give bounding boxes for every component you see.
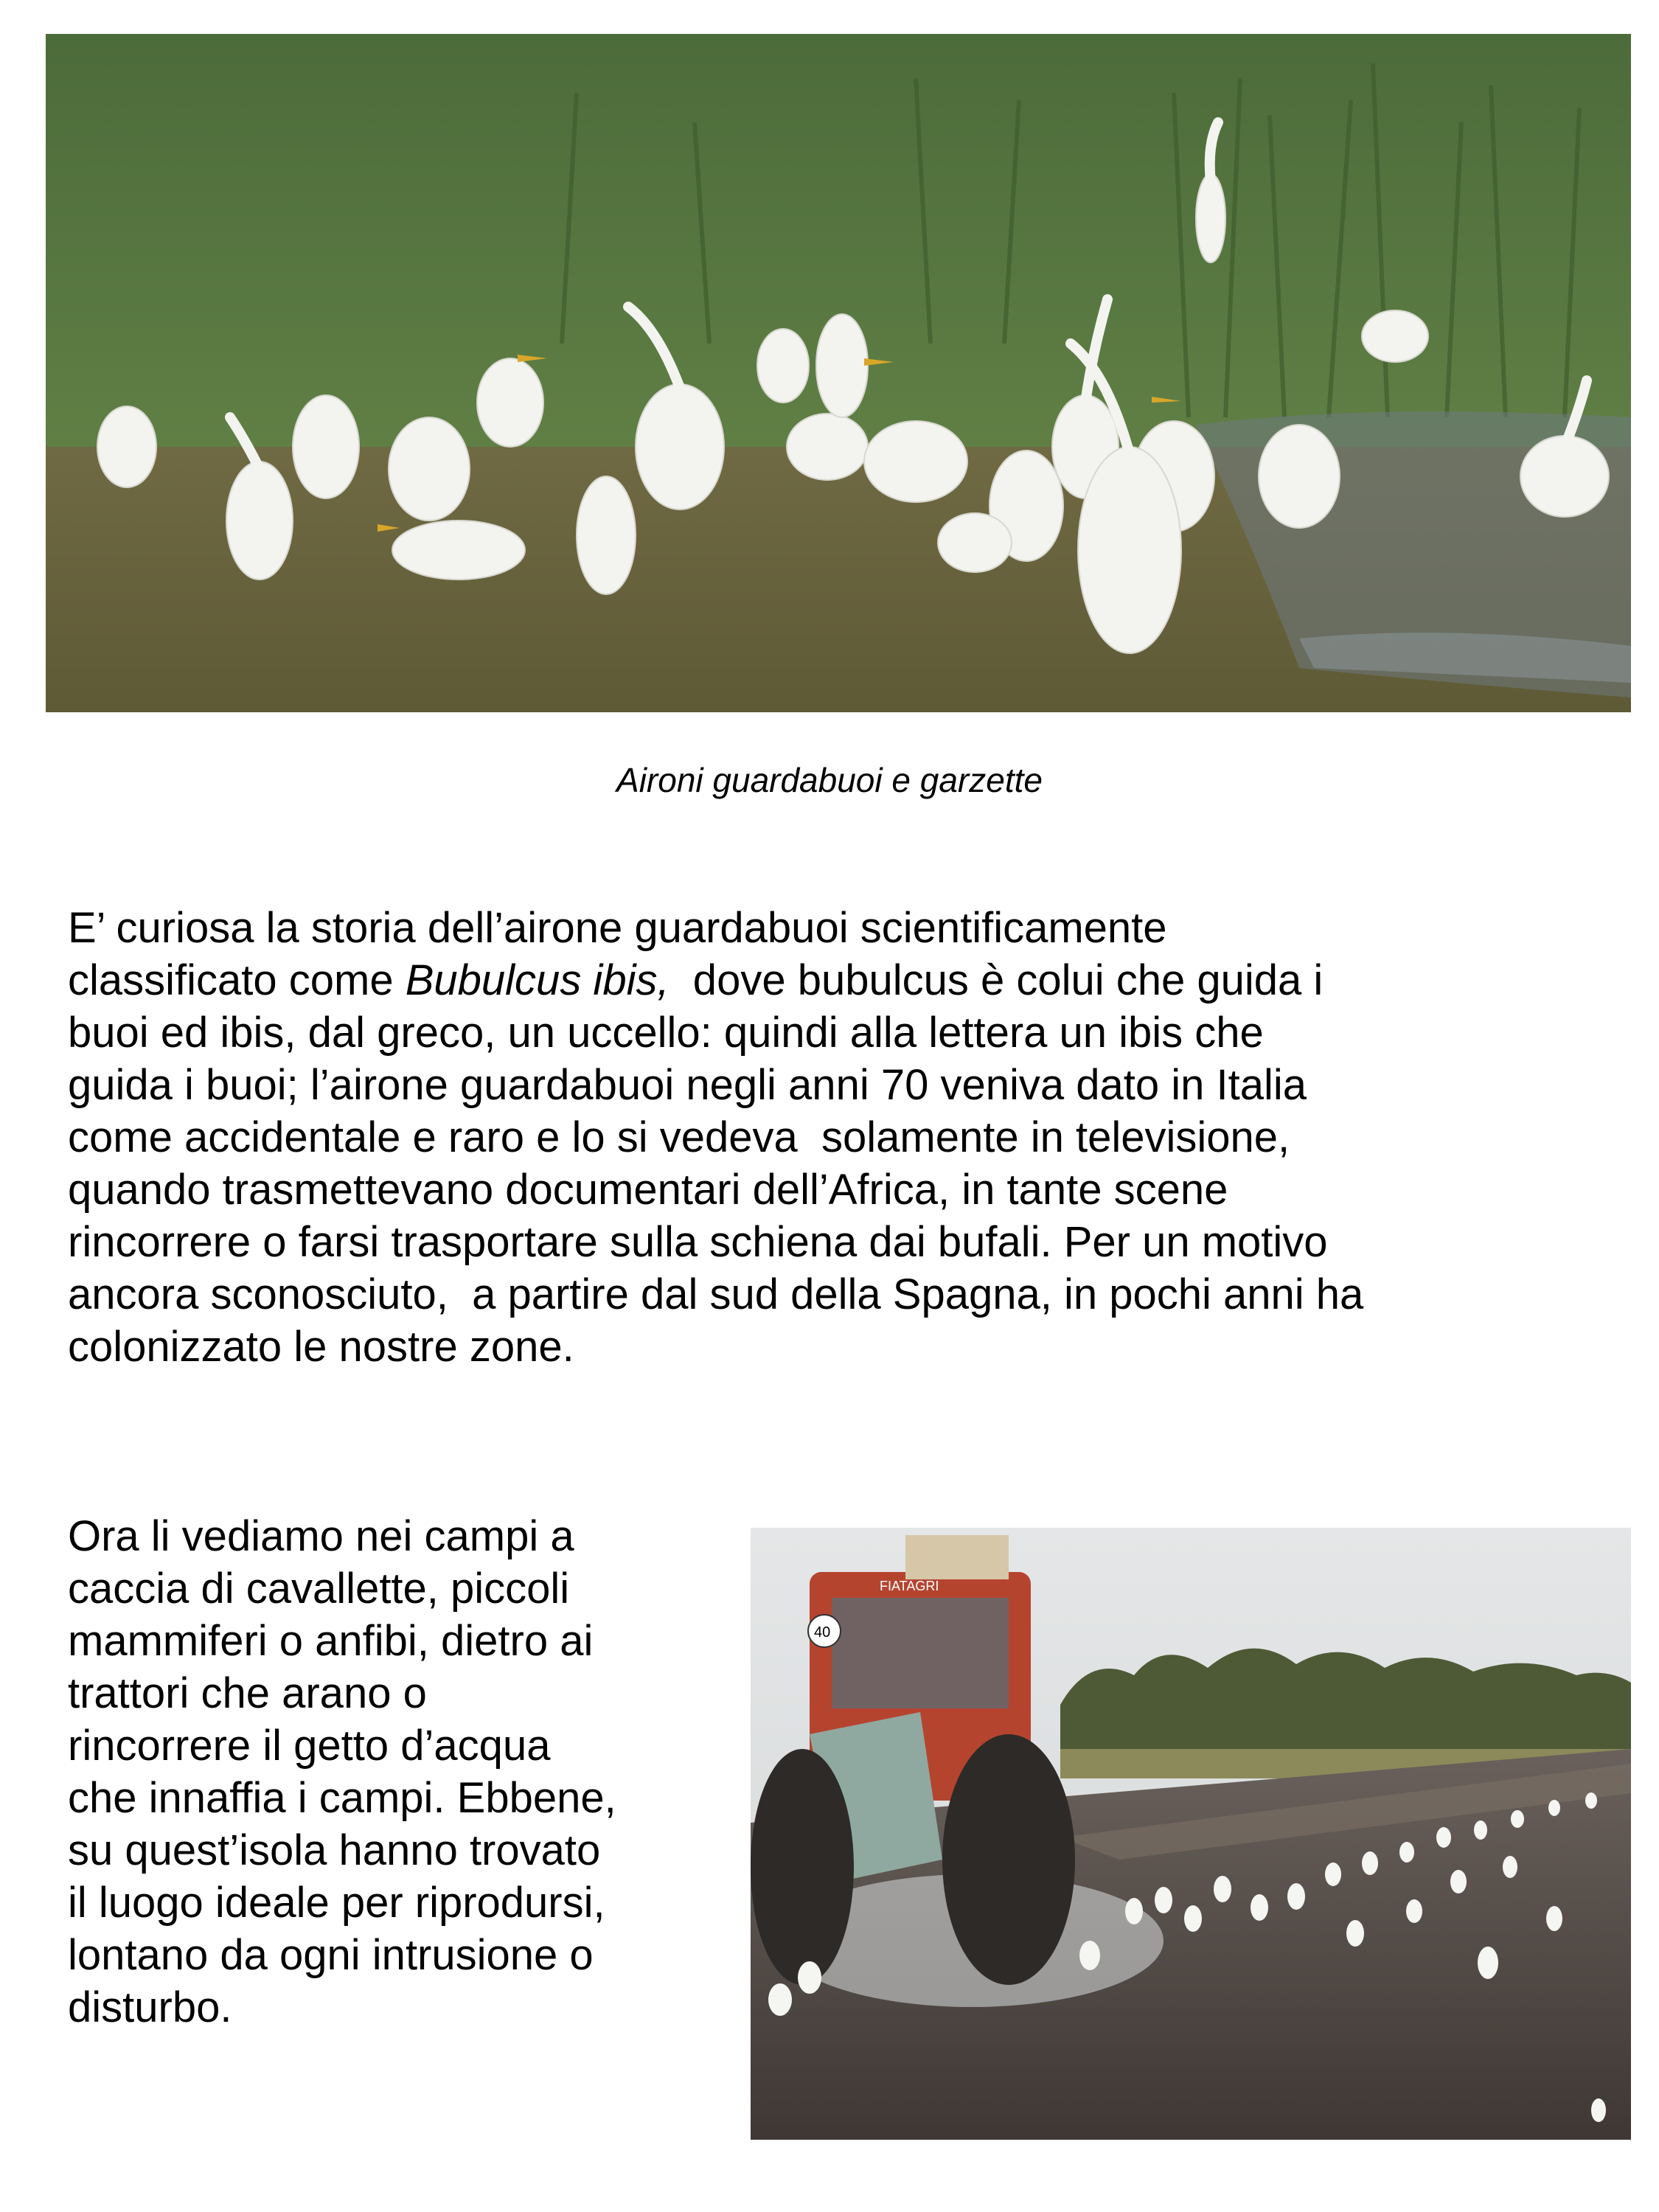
text-line: Ora li vediamo nei campi a [68,1512,574,1560]
tractor-illustration [751,1528,1631,2140]
text-line: buoi ed ibis, dal greco, un uccello: quindi alla lettera un ibis che [68,1009,1264,1057]
text-line: trattori che arano o [68,1669,427,1717]
photo-caption: Aironi guardabuoi e garzette [616,761,1043,799]
tractor-plate: 40 [814,1624,831,1641]
text-line: che innaffia i campi. Ebbene, [68,1774,616,1822]
tractor-brand-label: FIATAGRI [880,1579,939,1593]
text-line: ancora sconosciuto, a partire dal sud della Spagna, in pochi anni ha [68,1270,1364,1318]
paragraph-side [68,1510,731,2034]
text-line: rincorrere o farsi trasportare sulla schiena dai bufali. Per un motivo [68,1218,1328,1266]
text-line: mammiferi o anfibi, dietro ai [68,1617,594,1665]
text-line: lontano da ogni intrusione o [68,1931,594,1979]
egrets-illustration [46,34,1631,712]
photo-egrets [46,34,1631,712]
text-line: quando trasmettevano documentari dell’Africa, in tante scene [68,1166,1228,1214]
text-line: su quest’isola hanno trovato [68,1826,601,1874]
text-line: il luogo ideale per riprodursi, [68,1879,605,1927]
text-line: classificato come Bubulcus ibis, dove bubulcus è colui che guida i [68,956,1324,1004]
text-line: colonizzato le nostre zone. [68,1323,574,1371]
text-line: E’ curiosa la storia dell’airone guardabuoi scientificamente [68,904,1167,952]
text-line: rincorrere il getto d’acqua [68,1722,551,1770]
text-line: caccia di cavallette, piccoli [68,1565,570,1613]
scientific-name: Bubulcus ibis, [405,956,669,1004]
paragraph-main [68,902,1631,1373]
text-line: come accidentale e raro e lo si vedeva solamente in televisione, [68,1113,1290,1161]
text-line: disturbo. [68,1983,232,2031]
photo-tractor-plowing [751,1528,1631,2140]
text-line: guida i buoi; l’airone guardabuoi negli anni 70 veniva dato in Italia [68,1061,1307,1109]
